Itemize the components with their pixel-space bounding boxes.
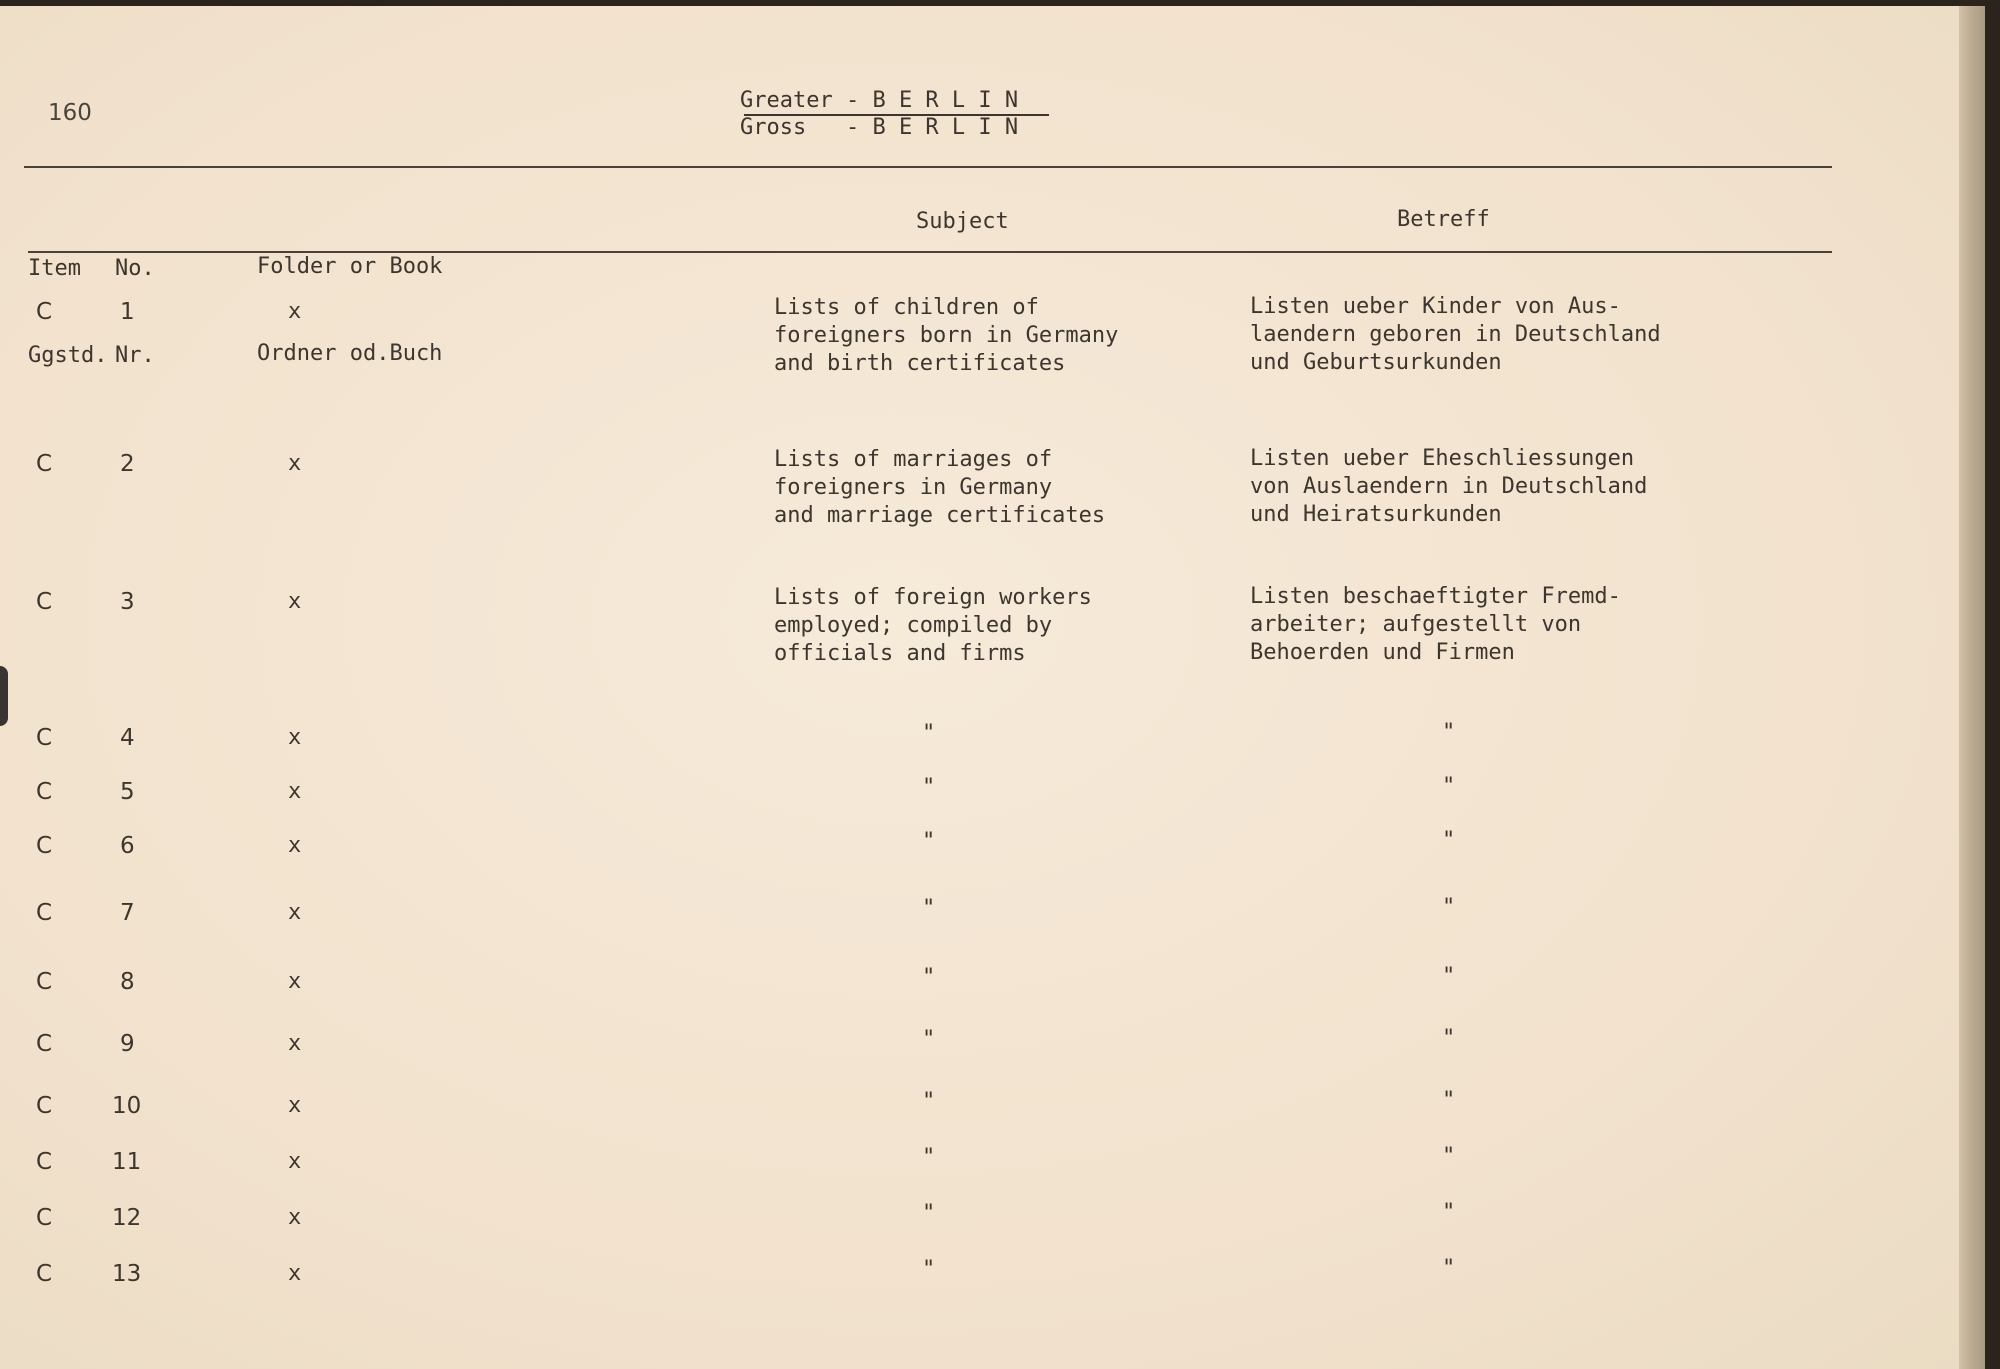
- row-folder-mark: x: [288, 299, 302, 324]
- title-english: Greater - B E R L I N: [740, 88, 1019, 113]
- row-subject-line: employed; compiled by: [774, 613, 1053, 638]
- row-betreff-line: Listen ueber Eheschliessungen: [1250, 446, 1635, 471]
- row-number: 9: [120, 1031, 135, 1057]
- row-betreff-line: ": [1442, 1200, 1456, 1225]
- title-german: Gross - B E R L I N: [740, 115, 1019, 140]
- row-subject-line: and marriage certificates: [774, 503, 1106, 528]
- row-betreff-line: von Auslaendern in Deutschland: [1250, 474, 1648, 499]
- row-number: 13: [112, 1261, 142, 1287]
- header-folder: [257, 194, 442, 426]
- row-subject-line: Lists of foreign workers: [774, 585, 1092, 610]
- row-number: 11: [112, 1149, 142, 1175]
- header-item-en: Item: [28, 256, 81, 281]
- row-subject-line: ": [922, 1027, 936, 1052]
- row-betreff-line: und Heiratsurkunden: [1250, 502, 1502, 527]
- row-item: C: [36, 779, 53, 805]
- row-betreff-line: arbeiter; aufgestellt von: [1250, 612, 1582, 637]
- row-number: 6: [120, 833, 135, 859]
- row-item: C: [36, 589, 53, 615]
- row-betreff-line: Listen ueber Kinder von Aus-: [1250, 294, 1621, 319]
- row-subject-line: Lists of children of: [774, 295, 1039, 320]
- header-folder-de: Ordner od.Buch: [257, 341, 443, 366]
- row-folder-mark: x: [288, 900, 302, 925]
- header-betreff: Betreff: [1397, 207, 1490, 232]
- row-subject-line: ": [922, 721, 936, 746]
- row-number: 10: [112, 1093, 142, 1119]
- row-betreff-line: ": [1442, 1026, 1456, 1051]
- row-betreff-line: ": [1442, 964, 1456, 989]
- row-subject-line: ": [922, 1145, 936, 1170]
- row-number: 7: [120, 900, 135, 926]
- row-folder-mark: x: [288, 833, 302, 858]
- header-no-en: No.: [115, 256, 155, 281]
- row-folder-mark: x: [288, 451, 302, 476]
- row-betreff-line: und Geburtsurkunden: [1250, 350, 1502, 375]
- row-item: C: [36, 1031, 53, 1057]
- row-subject-line: ": [922, 775, 936, 800]
- row-subject-line: ": [922, 829, 936, 854]
- row-betreff-line: ": [1442, 1144, 1456, 1169]
- row-subject-line: ": [922, 1257, 936, 1282]
- row-number: 5: [120, 779, 135, 805]
- row-number: 1: [120, 299, 135, 325]
- page-edge: [1959, 6, 1985, 1369]
- row-betreff-line: ": [1442, 774, 1456, 799]
- row-betreff-line: Listen beschaeftigter Fremd-: [1250, 584, 1621, 609]
- row-betreff-line: Behoerden und Firmen: [1250, 640, 1515, 665]
- row-folder-mark: x: [288, 969, 302, 994]
- row-folder-mark: x: [288, 725, 302, 750]
- row-number: 12: [112, 1205, 142, 1231]
- row-folder-mark: x: [288, 1149, 302, 1174]
- row-item: C: [36, 833, 53, 859]
- row-folder-mark: x: [288, 1261, 302, 1286]
- document-page: [0, 6, 1985, 1369]
- row-subject-line: ": [922, 896, 936, 921]
- row-subject-line: ": [922, 1201, 936, 1226]
- row-subject-line: foreigners in Germany: [774, 475, 1053, 500]
- row-betreff-line: ": [1442, 720, 1456, 745]
- row-betreff-line: ": [1442, 1256, 1456, 1281]
- page-number: 160: [48, 100, 92, 126]
- page-title: [740, 89, 1060, 140]
- row-subject-line: officials and firms: [774, 641, 1026, 666]
- header-folder-en: Folder or Book: [257, 254, 443, 279]
- row-subject-line: Lists of marriages of: [774, 447, 1053, 472]
- row-item: C: [36, 299, 53, 325]
- row-number: 8: [120, 969, 135, 995]
- row-number: 4: [120, 725, 135, 751]
- row-subject-line: ": [922, 965, 936, 990]
- row-betreff-line: ": [1442, 895, 1456, 920]
- row-folder-mark: x: [288, 779, 302, 804]
- row-item: C: [36, 1261, 53, 1287]
- row-betreff-line: ": [1442, 1088, 1456, 1113]
- row-number: 3: [120, 589, 135, 615]
- header-item-de: Ggstd.: [28, 343, 108, 368]
- row-number: 2: [120, 451, 135, 477]
- header-top-rule: [24, 166, 1832, 168]
- row-folder-mark: x: [288, 1093, 302, 1118]
- row-item: C: [36, 969, 53, 995]
- row-folder-mark: x: [288, 589, 302, 614]
- header-subject: Subject: [916, 209, 1009, 234]
- row-item: C: [36, 900, 53, 926]
- row-item: C: [36, 1093, 53, 1119]
- row-betreff-line: ": [1442, 828, 1456, 853]
- row-betreff-line: laendern geboren in Deutschland: [1250, 322, 1661, 347]
- header-no-de: Nr.: [115, 343, 155, 368]
- row-subject-line: and birth certificates: [774, 351, 1066, 376]
- row-item: C: [36, 451, 53, 477]
- row-item: C: [36, 725, 53, 751]
- binding-shadow: [0, 666, 8, 726]
- row-item: C: [36, 1149, 53, 1175]
- row-folder-mark: x: [288, 1031, 302, 1056]
- row-folder-mark: x: [288, 1205, 302, 1230]
- row-subject-line: foreigners born in Germany: [774, 323, 1119, 348]
- header-bottom-rule: [28, 251, 1832, 253]
- row-item: C: [36, 1205, 53, 1231]
- row-subject-line: ": [922, 1089, 936, 1114]
